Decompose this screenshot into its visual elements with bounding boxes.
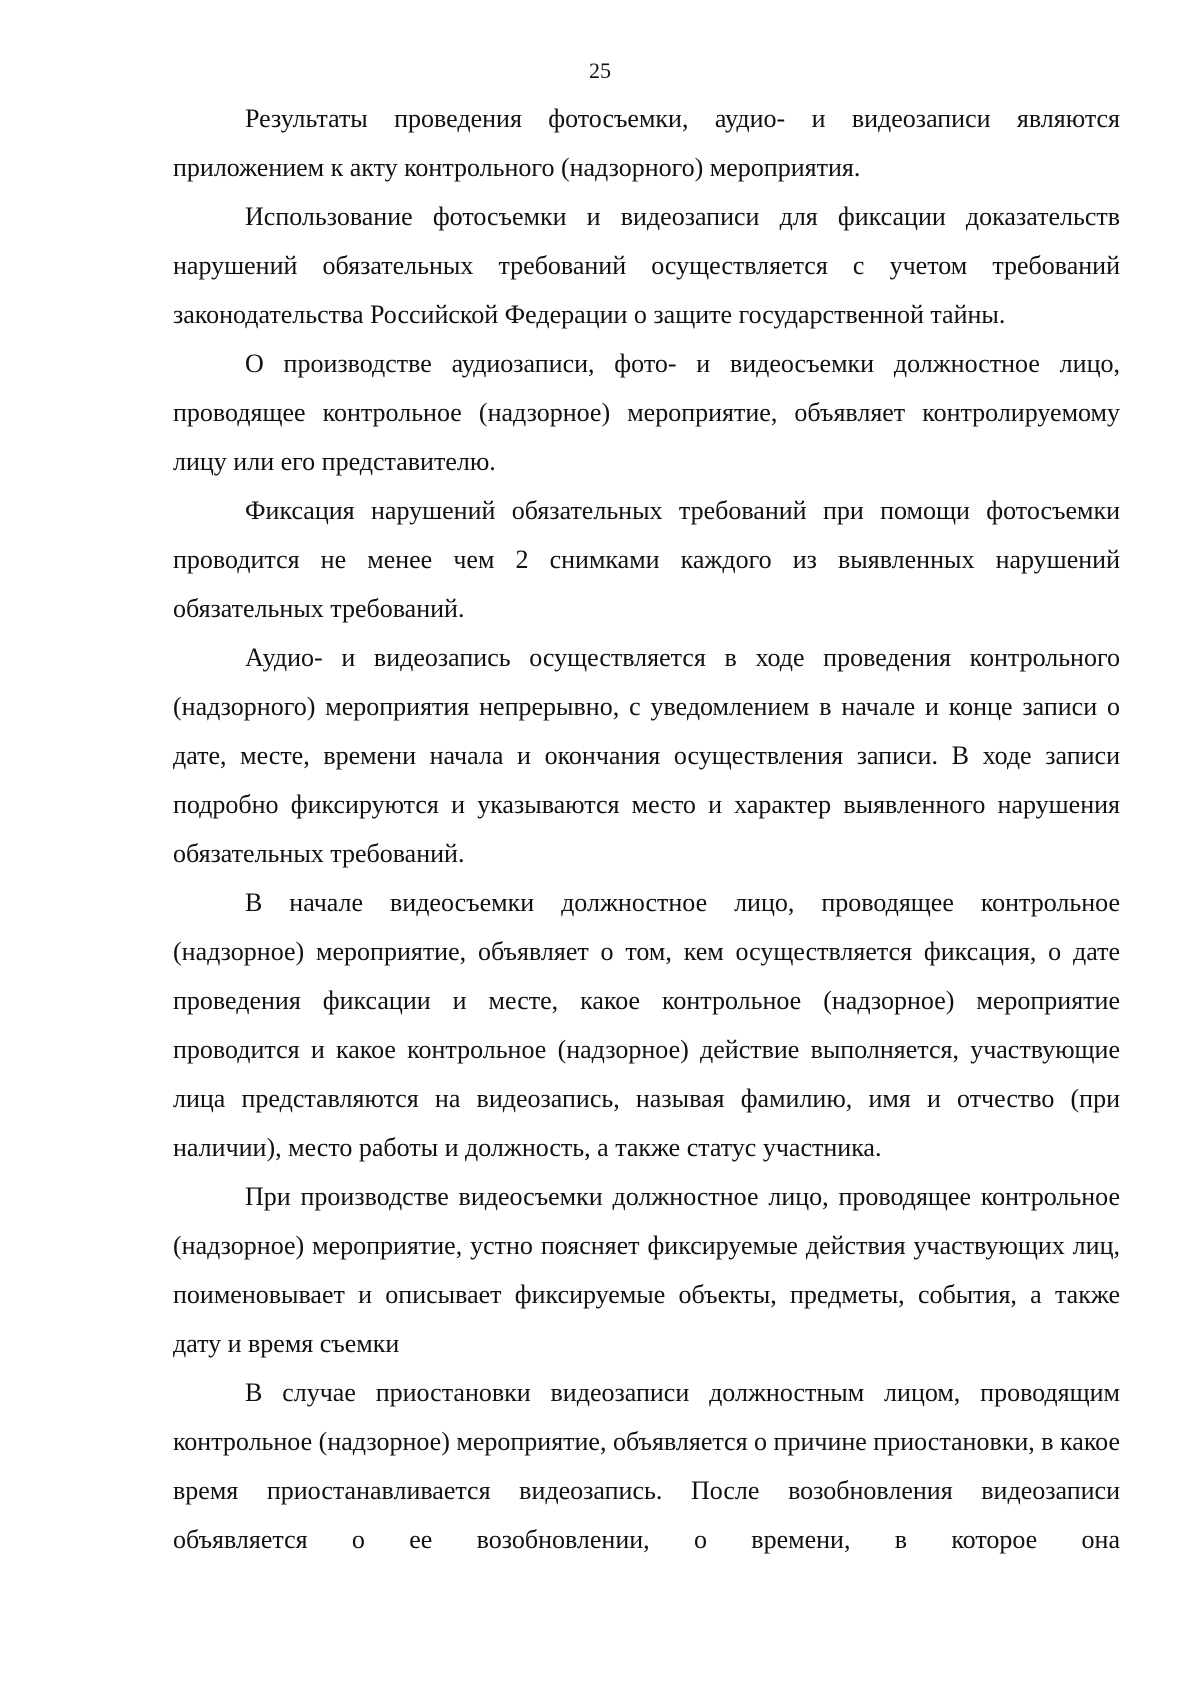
paragraph-video-pause: В случае приостановки видеозаписи должностным лицом, проводящим контрольное (надзорное) мероприятие, объявляется о причине приостановки, в какое время приостанавливается видеозапись. После возобновления видеозаписи объявляется о ее возобновлении, о времени, в которое она: [173, 1378, 1121, 1554]
paragraph-state-secret: Использование фотосъемки и видеозаписи для фиксации доказательств нарушений обязательных требований осуществляется с учетом требований законодательства Российской Федерации о защите государственной тайны.: [173, 202, 1120, 329]
document-body: [173, 94, 1120, 1564]
paragraph-video-start: В начале видеосъемки должностное лицо, проводящее контрольное (надзорное) мероприятие, объявляет о том, кем осуществляется фиксация, о дате проведения фиксации и месте, какое контрольное (надзорное) мероприятие проводится и какое контрольное (надзорное) действие выполняется, участвующие лица представляются на видеозапись, называя фамилию, имя и отчество (при наличии), место работы и должность, а также статус участника.: [173, 888, 1120, 1162]
paragraph-photo-results: Результаты проведения фотосъемки, аудио- и видеозаписи являются приложением к акту контрольного (надзорного) мероприятия.: [173, 104, 1120, 182]
paragraph-photo-fixation: Фиксация нарушений обязательных требований при помощи фотосъемки проводится не менее чем 2 снимками каждого из выявленных нарушений обязательных требований.: [173, 496, 1120, 623]
paragraph-video-explanation: При производстве видеосъемки должностное лицо, проводящее контрольное (надзорное) мероприятие, устно поясняет фиксируемые действия участвующих лиц, поименовывает и описывает фиксируемые объекты, предметы, события, а также дату и время съемки: [173, 1182, 1120, 1358]
paragraph-continuous-recording: Аудио- и видеозапись осуществляется в ходе проведения контрольного (надзорного) мероприятия непрерывно, с уведомлением в начале и конце записи о дате, месте, времени начала и окончания осуществления записи. В ходе записи подробно фиксируются и указываются место и характер выявленного нарушения обязательных требований.: [173, 643, 1120, 868]
page-number: 25: [589, 58, 611, 83]
paragraph-recording-announcement: О производстве аудиозаписи, фото- и видеосъемки должностное лицо, проводящее контрольное (надзорное) мероприятие, объявляет контролируемому лицу или его представителю.: [173, 349, 1120, 476]
